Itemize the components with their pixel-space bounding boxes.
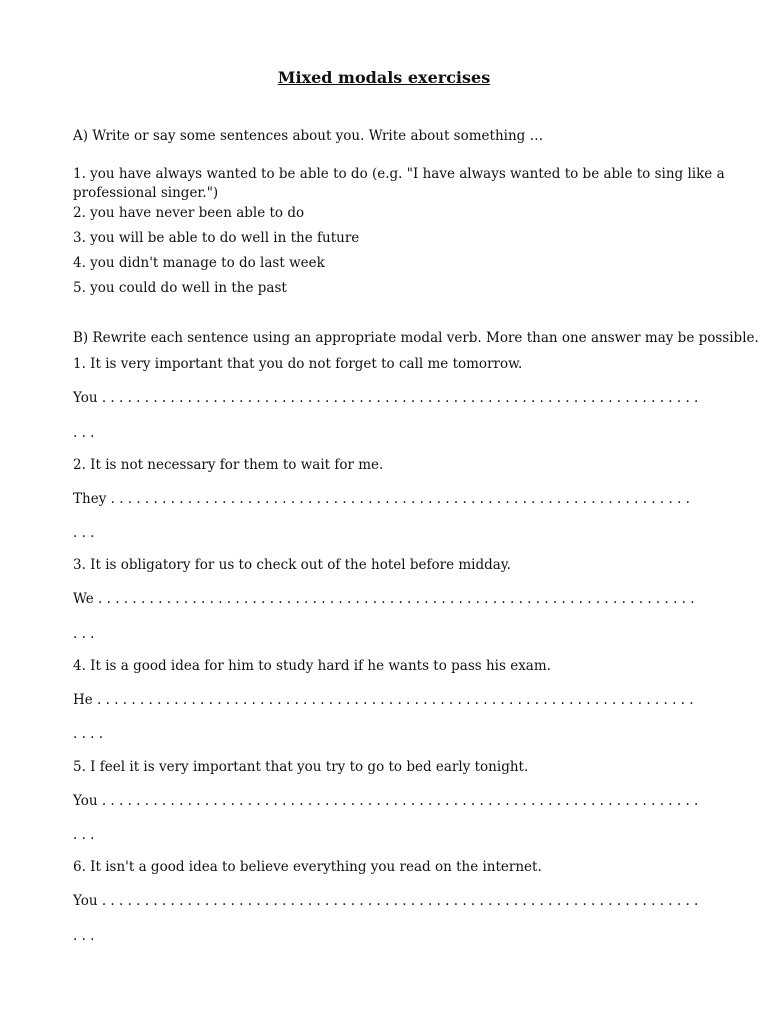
answer-line-continuation: . . . — [73, 425, 95, 441]
section-a-item: 2. you have never been able to do — [73, 205, 305, 221]
page-title: Mixed modals exercises — [277, 68, 491, 87]
answer-line[interactable]: You . . . . . . . . . . . . . . . . . . . . . . . . . . . . . . . . . . . . . . . . . . . . . . . . . . . . . . . . . . . . . . . . . . . . . . — [73, 893, 699, 909]
answer-line-continuation: . . . — [73, 626, 95, 642]
section-a-item: professional singer.") — [73, 185, 219, 201]
answer-line[interactable]: You . . . . . . . . . . . . . . . . . . . . . . . . . . . . . . . . . . . . . . . . . . . . . . . . . . . . . . . . . . . . . . . . . . . . . . — [73, 390, 699, 406]
exercise-sentence: 4. It is a good idea for him to study hard if he wants to pass his exam. — [73, 658, 551, 674]
answer-line-continuation: . . . — [73, 525, 95, 541]
answer-line-continuation: . . . — [73, 928, 95, 944]
section-b-heading: B) Rewrite each sentence using an appropriate modal verb. More than one answer may be possible. — [73, 330, 759, 346]
section-a-heading: A) Write or say some sentences about you. Write about something … — [73, 128, 544, 144]
exercise-sentence: 1. It is very important that you do not forget to call me tomorrow. — [73, 356, 523, 372]
exercise-sentence: 2. It is not necessary for them to wait for me. — [73, 457, 384, 473]
exercise-sentence: 6. It isn't a good idea to believe everything you read on the internet. — [73, 859, 542, 875]
exercise-sentence: 3. It is obligatory for us to check out of the hotel before midday. — [73, 557, 511, 573]
answer-line[interactable]: You . . . . . . . . . . . . . . . . . . . . . . . . . . . . . . . . . . . . . . . . . . . . . . . . . . . . . . . . . . . . . . . . . . . . . . — [73, 793, 699, 809]
answer-line[interactable]: We . . . . . . . . . . . . . . . . . . . . . . . . . . . . . . . . . . . . . . . . . . . . . . . . . . . . . . . . . . . . . . . . . . . . . . — [73, 591, 695, 607]
answer-line[interactable]: He . . . . . . . . . . . . . . . . . . . . . . . . . . . . . . . . . . . . . . . . . . . . . . . . . . . . . . . . . . . . . . . . . . . . . . — [73, 692, 694, 708]
exercise-sentence: 5. I feel it is very important that you try to go to bed early tonight. — [73, 759, 529, 775]
answer-line-continuation: . . . . — [73, 726, 104, 742]
section-a-item: 4. you didn't manage to do last week — [73, 255, 325, 271]
section-a-item: 5. you could do well in the past — [73, 280, 287, 296]
section-a-item: 3. you will be able to do well in the future — [73, 230, 360, 246]
answer-line[interactable]: They . . . . . . . . . . . . . . . . . . . . . . . . . . . . . . . . . . . . . . . . . . . . . . . . . . . . . . . . . . . . . . . . . . . . — [73, 491, 690, 507]
answer-line-continuation: . . . — [73, 827, 95, 843]
section-a-item: 1. you have always wanted to be able to do (e.g. "I have always wanted to be able to sing like a — [73, 166, 725, 182]
